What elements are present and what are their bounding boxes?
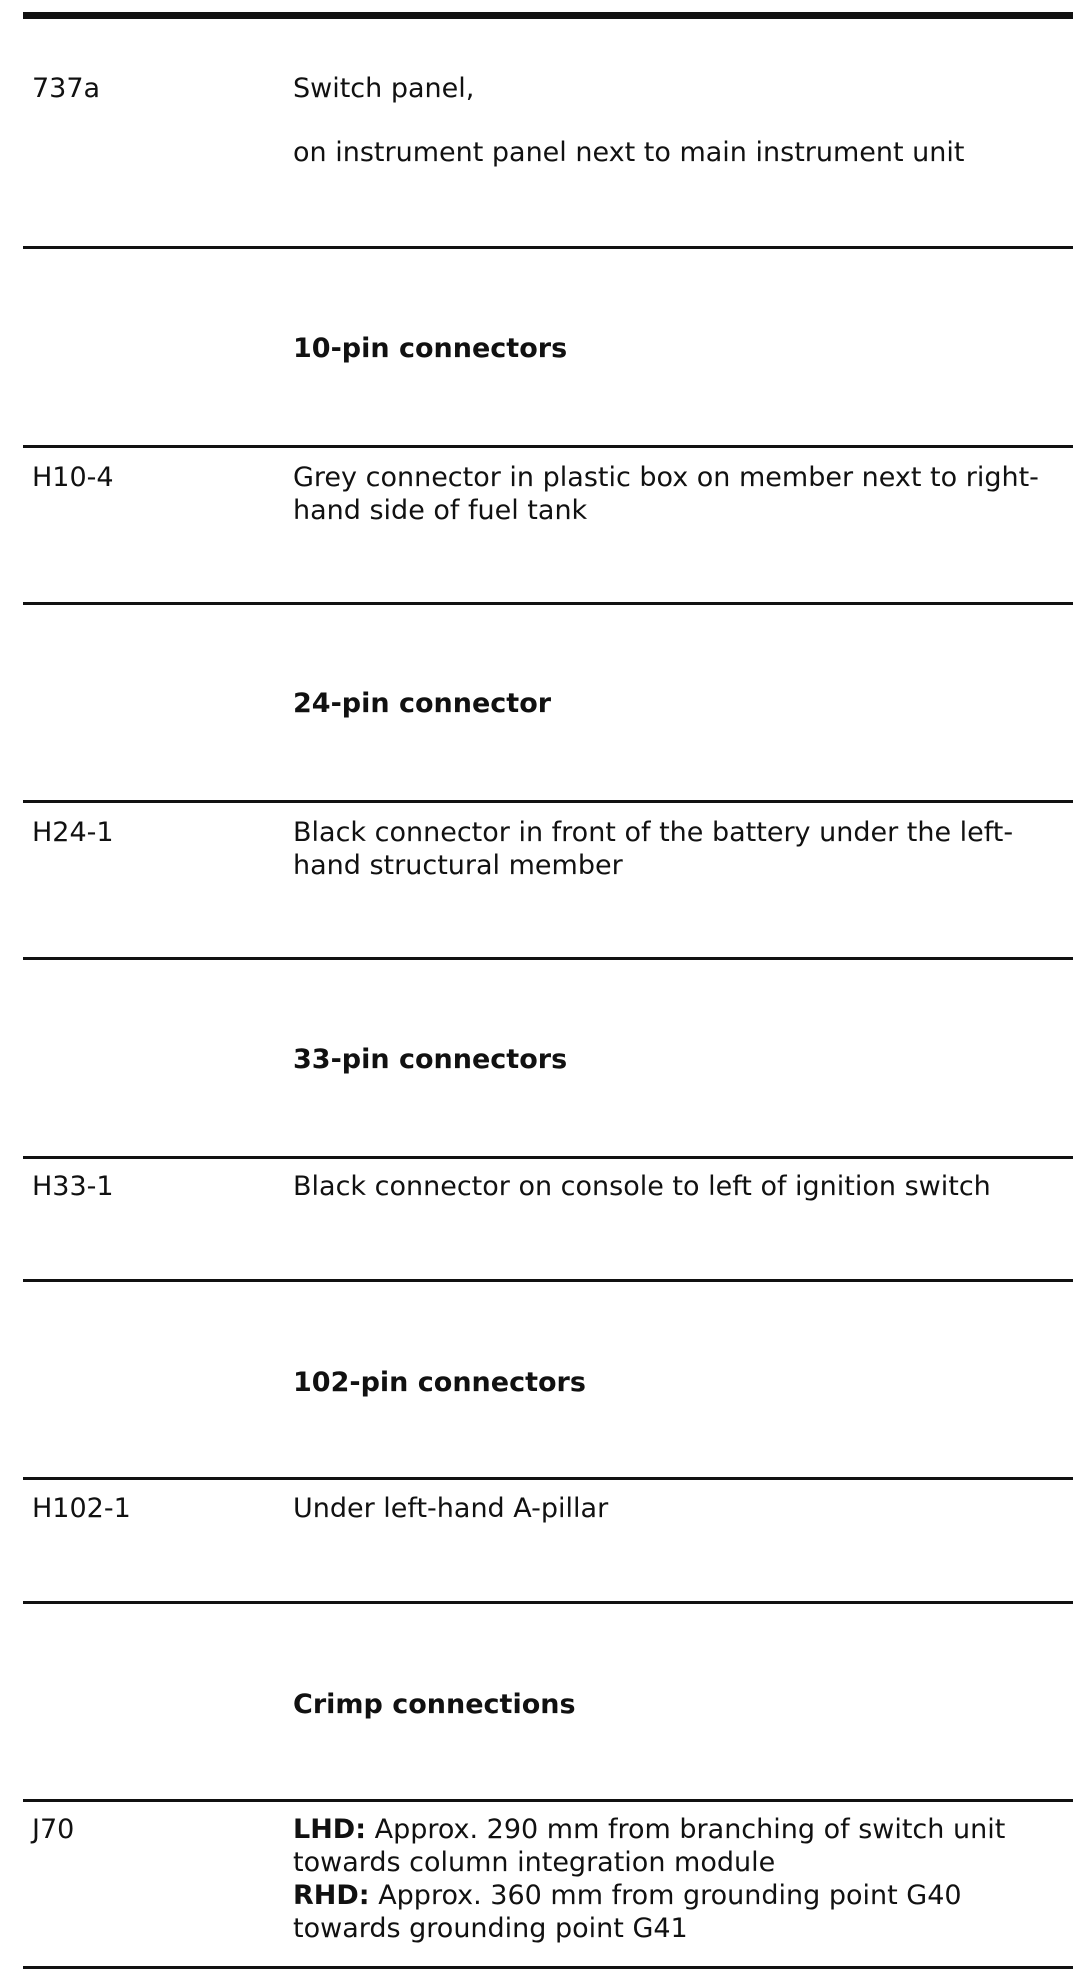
section-heading: 10-pin connectors xyxy=(293,333,568,364)
connector-code: H24-1 xyxy=(32,817,114,848)
crimp-code: J70 xyxy=(32,1814,75,1845)
location-line: hand structural member xyxy=(293,850,623,881)
section-heading: 102-pin connectors xyxy=(293,1367,586,1398)
location-line: Black connector in front of the battery under the left- xyxy=(293,817,1014,848)
row-divider xyxy=(23,1601,1073,1604)
row-divider xyxy=(23,246,1073,249)
rhd-text: Approx. 360 mm from grounding point G40 xyxy=(369,1880,962,1911)
connector-location xyxy=(293,816,1013,882)
row-divider xyxy=(23,957,1073,960)
connector-location xyxy=(293,461,1039,527)
location-line: Grey connector in plastic box on member next to right- xyxy=(293,462,1039,493)
table-top-rule xyxy=(23,12,1073,19)
table-bottom-rule xyxy=(23,1966,1073,1969)
connector-location: Under left-hand A-pillar xyxy=(293,1493,609,1524)
rhd-label: RHD: xyxy=(293,1880,370,1911)
connector-code: H10-4 xyxy=(32,462,114,493)
component-title: Switch panel, xyxy=(293,73,475,104)
crimp-location xyxy=(293,1813,1005,1945)
lhd-line-continued: towards column integration module xyxy=(293,1847,776,1878)
connector-code: H33-1 xyxy=(32,1171,114,1202)
section-divider xyxy=(23,1156,1073,1159)
lhd-label: LHD: xyxy=(293,1814,367,1845)
section-heading: 24-pin connector xyxy=(293,688,552,719)
row-divider xyxy=(23,602,1073,605)
section-divider xyxy=(23,445,1073,448)
section-divider xyxy=(23,800,1073,803)
component-code: 737a xyxy=(32,73,101,104)
rhd-line xyxy=(293,1879,1005,1912)
lhd-line xyxy=(293,1813,1005,1846)
connector-location: Black connector on console to left of ignition switch xyxy=(293,1171,991,1202)
section-heading: 33-pin connectors xyxy=(293,1044,568,1075)
section-divider xyxy=(23,1477,1073,1480)
location-line: hand side of fuel tank xyxy=(293,495,588,526)
section-divider xyxy=(23,1799,1073,1802)
rhd-line-continued: towards grounding point G41 xyxy=(293,1913,688,1944)
component-location: on instrument panel next to main instrument unit xyxy=(293,137,965,168)
lhd-text: Approx. 290 mm from branching of switch unit xyxy=(366,1814,1006,1845)
section-heading: Crimp connections xyxy=(293,1689,576,1720)
row-divider xyxy=(23,1279,1073,1282)
connector-code: H102-1 xyxy=(32,1493,131,1524)
